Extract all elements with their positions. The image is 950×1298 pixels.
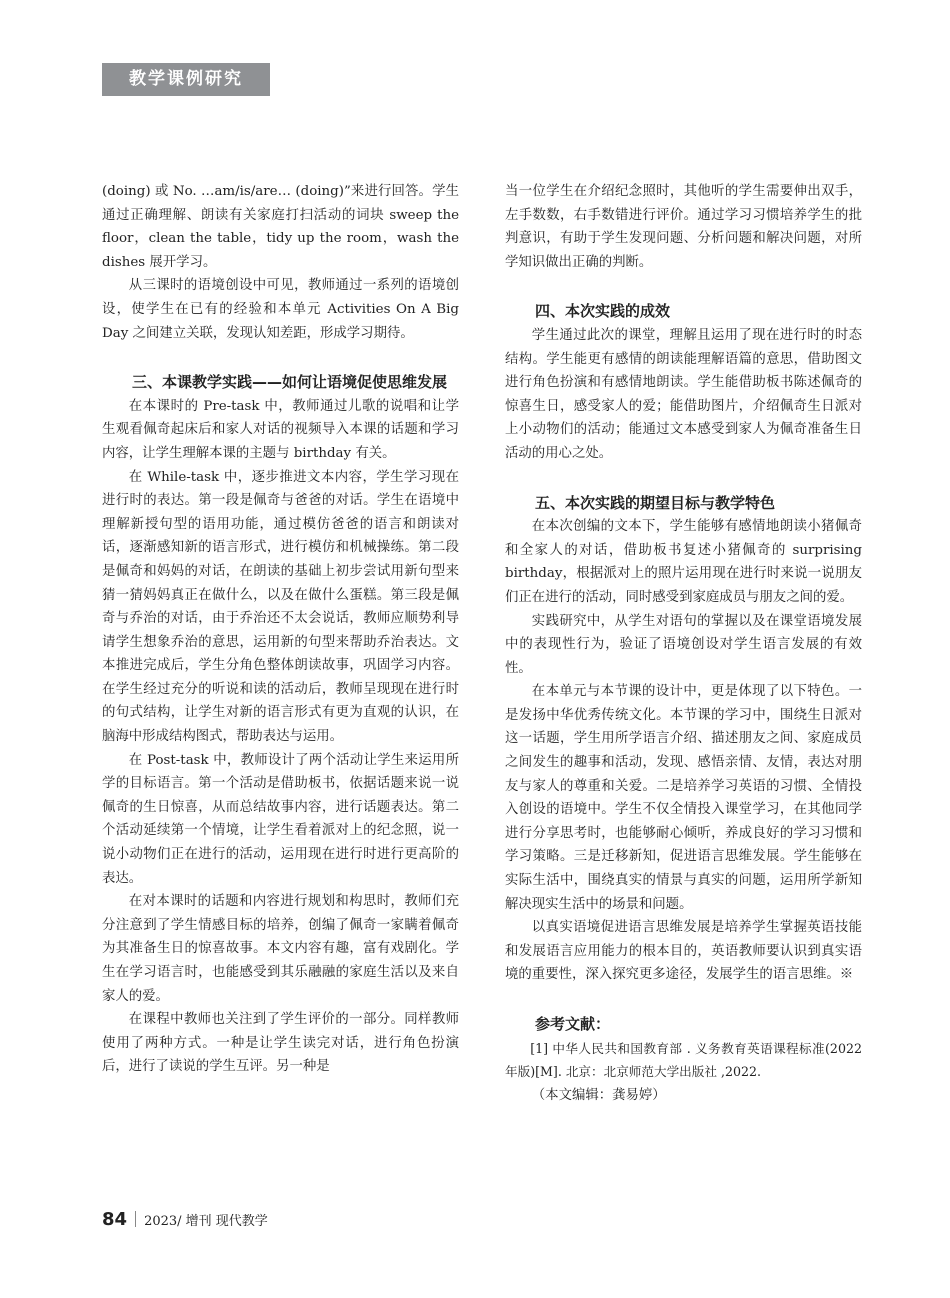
paragraph: 从三课时的语境创设中可见，教师通过一系列的语境创设，使学生在已有的经验和本单元 Activities On A Big Day 之间建立关联，发现认知差距，形成学习期待。 (102, 278, 459, 341)
paragraph: 以真实语境促进语言思维发展是培养学生掌握英语技能和发展语言应用能力的根本目的，英语教师要认识到真实语境的重要性，深入探究更多途径，发展学生的语言思维。※ (505, 920, 862, 983)
paragraph: 在本单元与本节课的设计中，更是体现了以下特色。一是发扬中华优秀传统文化。本节课的学习中，围绕生日派对这一话题，学生用所学语言介绍、描述朋友之间、家庭成员之间发生的趣事和活动，发现、感悟亲情、友情，表达对朋友与家人的尊重和关爱。二是培养学习英语的习惯、全情投入创设的语境中。学生不仅全情投入课堂学习，在其他同学进行分享思考时，也能够耐心倾听，养成良好的学习习惯和学习策略。三是迁移新知，促进语言思维发展。学生能够在实际生活中，围绕真实的情景与真实的问题，运用所学新知解决现实生活中的场景和问题。 (505, 684, 862, 912)
paragraph: 在本次创编的文本下，学生能够有感情地朗读小猪佩奇和全家人的对话，借助板书复述小猪佩奇的 surprising birthday，根据派对上的照片运用现在进行时来说一说朋友们正在进行的活动，同时感受到家庭成员与朋友之间的爱。 (505, 519, 862, 605)
paragraph: 实践研究中，从学生对语句的掌握以及在课堂语境发展中的表现性行为，验证了语境创设对学生语言发展的有效性。 (505, 613, 862, 676)
references-heading: 参考文献： (535, 1015, 611, 1033)
paragraph: 在 While-task 中，逐步推进文本内容，学生学习现在进行时的表达。第一段是佩奇与爸爸的对话。学生在语境中理解新授句型的语用功能，通过模仿爸爸的语言和朗读对话，逐渐感知新的语言形式，进行模仿和机械操练。第二段是佩奇和妈妈的对话，在朗读的基础上初步尝试用新句型来猜一猜妈妈真正在做什么，以及在做什么蛋糕。第三段是佩奇与乔治的对话，由于乔治还不太会说话，教师应顺势利导请学生想象乔治的意思，运用新的句型来帮助乔治表达。文本推进完成后，学生分角色整体朗读故事，巩固学习内容。在学生经过充分的听说和读的活动后，教师呈现现在进行时的句式结构，让学生对新的语言形式有更为直观的认识，在脑海中形成结构图式，帮助表达与运用。 (102, 469, 459, 745)
reference-item: [1] 中华人民共和国教育部 . 义务教育英语课程标准(2022 年版)[M]. 北京：北京师范大学出版社 ,2022. (505, 1040, 862, 1080)
paragraph: 在 Post-task 中，教师设计了两个活动让学生来运用所学的目标语言。第一个活动是借助板书，依据话题来说一说佩奇的生日惊喜，从而总结故事内容，进行话题表达。第二个活动延续第一个情境，让学生看着派对上的纪念照，说一说小动物们正在进行的活动，运用现在进行时进行更高阶的表达。 (102, 752, 459, 886)
editor-note: （本文编辑：龚易婷） (531, 1087, 666, 1103)
page-number: 84 (102, 1209, 128, 1230)
section-heading: 五、本次实践的期望目标与教学特色 (535, 493, 776, 512)
issue-info: 2023/ 增刊 现代教学 (144, 1214, 268, 1229)
paragraph: 当一位学生在介绍纪念照时，其他听的学生需要伸出双手，左手数数，右手数错进行评价。通过学习习惯培养学生的批判意识，有助于学生发现问题、分析问题和解决问题，对所学知识做出正确的判断。 (505, 184, 862, 270)
section-label: 教学课例研究 (102, 63, 270, 96)
paragraph: 在本课时的 Pre-task 中，教师通过儿歌的说唱和让学生观看佩奇起床后和家人对话的视频导入本课的话题和学习内容，让学生理解本课的主题与 birthday 有关。 (102, 398, 459, 461)
page-footer (102, 1208, 268, 1232)
footer-divider (135, 1211, 136, 1227)
paragraph: 在对本课时的话题和内容进行规划和构思时，教师们充分注意到了学生情感目标的培养，创编了佩奇一家瞒着佩奇为其准备生日的惊喜故事。本文内容有趣，富有戏剧化。学生在学习语言时，也能感受到其乐融融的家庭生活以及来自家人的爱。 (102, 894, 459, 1004)
section-heading: 四、本次实践的成效 (535, 302, 671, 321)
right-column (505, 180, 862, 1107)
left-column (102, 180, 459, 1079)
paragraph: 在课程中教师也关注到了学生评价的一部分。同样教师使用了两种方式。一种是让学生读完对话，进行角色扮演后，进行了读说的学生互评。另一种是 (102, 1012, 459, 1075)
paragraph: 学生通过此次的课堂，理解且运用了现在进行时的时态结构。学生能更有感情的朗读能理解语篇的意思，借助图文进行角色扮演和有感情地朗读。学生能借助板书陈述佩奇的惊喜生日，感受家人的爱；能借助图片，介绍佩奇生日派对上小动物们的活动；能通过文本感受到家人为佩奇准备生日活动的用心之处。 (505, 327, 862, 461)
paragraph: (doing) 或 No. …am/is/are… (doing)”来进行回答。学生通过正确理解、朗读有关家庭打扫活动的词块 sweep the floor，clean the table，tidy up the room，wash the dishes 展开学习。 (102, 184, 459, 270)
section-heading: 三、本课教学实践——如何让语境促使思维发展 (132, 373, 448, 392)
